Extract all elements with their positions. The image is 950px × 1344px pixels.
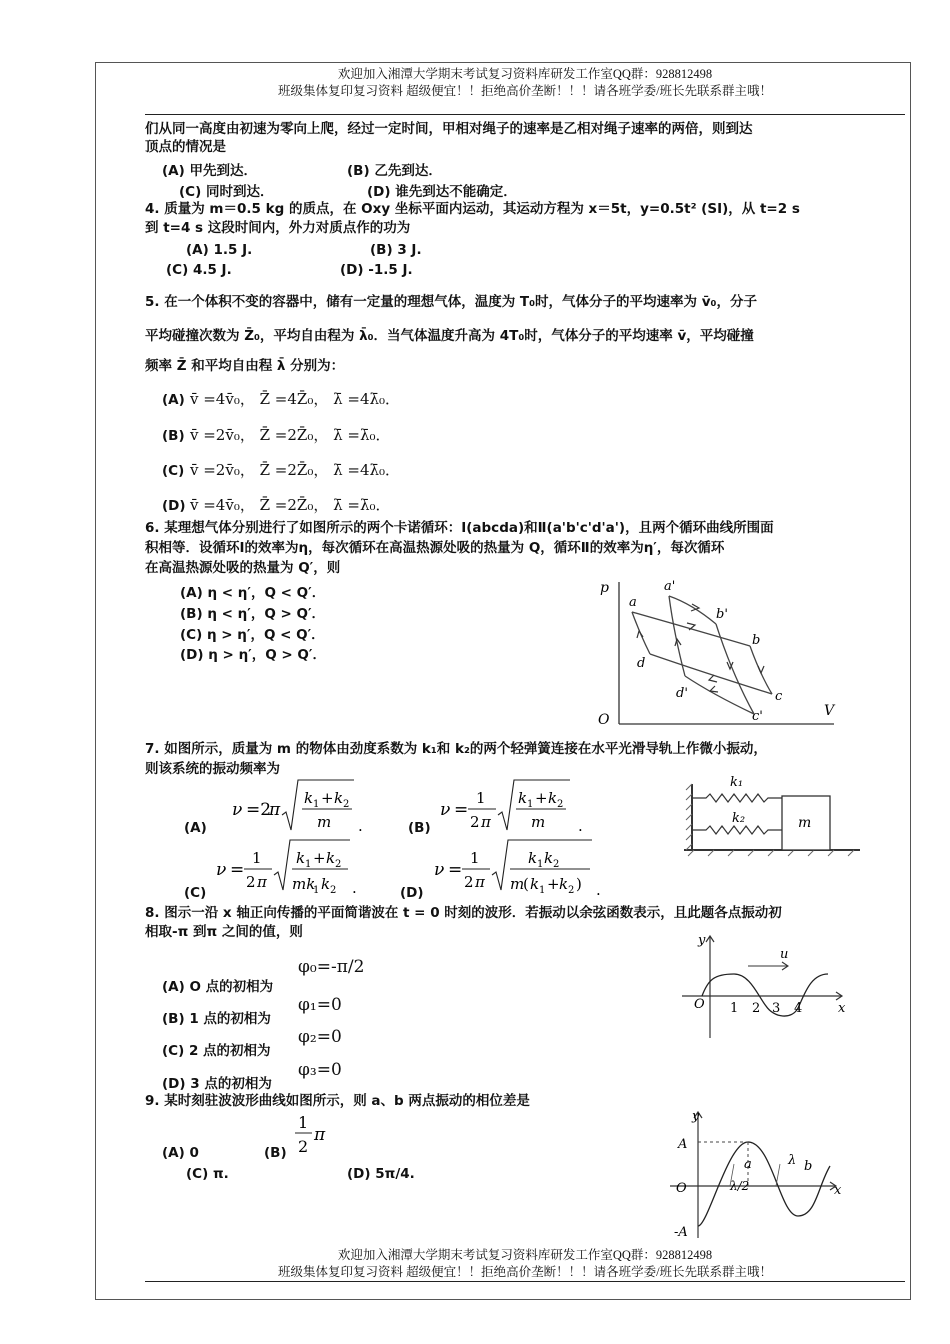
svg-text:+: +: [547, 875, 560, 893]
svg-text:m: m: [510, 875, 525, 893]
svg-text:1: 1: [537, 859, 544, 870]
q5-option-d-label: (D): [162, 498, 186, 514]
svg-text:k: k: [296, 849, 306, 867]
q7-formula-c: [212, 835, 362, 899]
q4-option-d: (D) -1.5 J.: [340, 262, 413, 278]
origin-label: O: [694, 997, 705, 1012]
point-2: 2: [752, 1001, 761, 1016]
svg-text:.: .: [358, 817, 363, 835]
svg-text:+: +: [321, 789, 334, 807]
footer-divider: [145, 1281, 905, 1282]
svg-text:1: 1: [476, 789, 486, 807]
svg-text:=: =: [454, 800, 469, 820]
u-label: u: [780, 947, 789, 962]
point-a: a: [744, 1157, 752, 1172]
q7-line-2: 则该系统的振动频率为: [145, 761, 280, 777]
standing-wave-curve: [698, 1142, 830, 1226]
traveling-wave-diagram: [680, 930, 852, 1042]
svg-text:2: 2: [335, 859, 342, 870]
p-axis-label: p: [600, 580, 609, 596]
svg-text:+: +: [313, 849, 326, 867]
q4-option-b: (B) 3 J.: [370, 242, 422, 258]
point-c: c: [775, 689, 783, 704]
svg-text:1: 1: [298, 1113, 309, 1132]
svg-text:2: 2: [343, 799, 350, 810]
svg-text:k: k: [334, 789, 344, 807]
q8-option-a: (A) O 点的初相为: [162, 979, 274, 995]
q9-line-1: 9. 某时刻驻波波形曲线如图所示，则 a、b 两点振动的相位差是: [145, 1093, 530, 1109]
svg-text:π: π: [481, 813, 491, 831]
q4-line-1: 4. 质量为 m＝0.5 kg 的质点，在 Oxy 坐标平面内运动，其运动方程为 x＝5t，y=0.5t² (SI)，从 t=2 s: [145, 201, 800, 217]
cycle-1-bc: [750, 646, 772, 694]
q7-formula-a: [228, 775, 388, 837]
q6-line-1: 6. 某理想气体分别进行了如图所示的两个卡诺循环：Ⅰ(abcda)和Ⅱ(a'b'c'd'a')，且两个循环曲线所围面: [145, 520, 774, 536]
q4-line-2: 到 t=4 s 这段时间内，外力对质点作的功为: [145, 220, 411, 236]
q4-option-a: (A) 1.5 J.: [186, 242, 253, 258]
point-b: b: [752, 633, 761, 648]
svg-text:k: k: [530, 875, 540, 893]
q6-option-d: (D) η > η′，Q > Q′．: [180, 647, 326, 663]
y-label: y: [698, 933, 706, 948]
q5-option-c-label: (C): [162, 463, 185, 479]
q7-option-b-label: (B): [408, 820, 431, 836]
svg-text:+: +: [535, 789, 548, 807]
origin-label: O: [676, 1181, 687, 1196]
svg-text:): ): [576, 875, 582, 893]
svg-text:ν: ν: [434, 860, 445, 880]
amplitude-label: A: [678, 1137, 688, 1152]
svg-text:=: =: [230, 860, 245, 880]
k2-label: k₂: [732, 811, 746, 826]
q9-option-b: (B): [264, 1145, 287, 1161]
q8-option-c: (C) 2 点的初相为: [162, 1043, 271, 1059]
q8-option-b: (B) 1 点的初相为: [162, 1011, 271, 1027]
point-b: b: [804, 1159, 813, 1174]
q6-option-a: (A) η < η′，Q < Q′．: [180, 585, 326, 601]
svg-text:mk: mk: [292, 875, 316, 893]
q3-line-2: 顶点的情况是: [145, 139, 226, 155]
wave-curve: [702, 974, 828, 1016]
svg-text:2: 2: [464, 873, 474, 891]
svg-text:k: k: [548, 789, 558, 807]
q7-line-1: 7. 如图所示，质量为 m 的物体由劲度系数为 k₁和 k₂的两个轻弹簧连接在水平光滑导轨上作微小振动，: [145, 741, 767, 757]
svg-text:.: .: [596, 881, 601, 899]
svg-text:2: 2: [553, 859, 560, 870]
q3-line-1: 们从同一高度由初速为零向上爬，经过一定时间，甲相对绳子的速率是乙相对绳子速率的两倍，则到达: [145, 121, 753, 137]
svg-text:1: 1: [470, 849, 480, 867]
q5-option-b-label: (B): [162, 428, 185, 444]
q3-option-a: (A) 甲先到达．: [162, 163, 257, 179]
q5-option-a: v̄ =4v̄₀， Z̄ =4Z̄₀， λ̄ =4λ̄₀．: [190, 390, 401, 408]
svg-text:k: k: [304, 789, 314, 807]
svg-text:2: 2: [330, 885, 337, 896]
svg-text:k: k: [528, 849, 538, 867]
svg-text:2: 2: [246, 873, 256, 891]
header-divider: [145, 114, 905, 115]
half-lambda-label: λ/2: [730, 1179, 750, 1193]
q7-formula-b: [438, 775, 598, 837]
q6-line-3: 在高温热源处吸的热量为 Q′，则: [145, 560, 341, 576]
point-b-prime: b': [716, 607, 728, 622]
q8-option-d: (D) 3 点的初相为: [162, 1076, 272, 1092]
point-d-prime: d': [676, 686, 688, 701]
q8-line-1: 8. 图示一沿 x 轴正向传播的平面简谐波在 t = 0 时刻的波形．若振动以余弦函数表示，且此题各点振动初: [145, 905, 782, 921]
spring-mass-diagram: [684, 770, 864, 858]
point-3: 3: [772, 1001, 781, 1016]
q7-formula-d: [430, 835, 606, 899]
q7-option-c-label: (C): [184, 885, 207, 901]
spring-k2: [692, 826, 790, 834]
mass-label: m: [798, 815, 812, 831]
origin-label: O: [598, 712, 610, 728]
x-label: x: [834, 1183, 842, 1198]
header-line-2: 班级集体复印复习资料 超级便宜！！拒绝高价垄断！！！请各班学委/班长先联系群主哦！: [277, 84, 773, 98]
q8-phase-1: φ₁=0: [298, 995, 342, 1015]
svg-text:ν: ν: [440, 800, 451, 820]
svg-text:k: k: [559, 875, 569, 893]
q5-option-c: v̄ =2v̄₀， Z̄ =2Z̄₀， λ̄ =4λ̄₀．: [190, 461, 401, 479]
q4-option-c: (C) 4.5 J.: [166, 262, 232, 278]
header-line-1: 欢迎加入湘潭大学期末考试复习资料库研发工作室QQ群：928812498: [337, 67, 713, 81]
x-label: x: [838, 1001, 846, 1016]
q3-option-b: (B) 乙先到达．: [347, 163, 442, 179]
neg-amplitude-label: -A: [674, 1225, 688, 1240]
point-c-prime: c': [752, 709, 763, 724]
q5-option-b: v̄ =2v̄₀， Z̄ =2Z̄₀， λ̄ =λ̄₀．: [190, 426, 391, 444]
q8-line-2: 相取-π 到π 之间的值，则: [145, 924, 303, 940]
spring-k1: [692, 794, 790, 802]
q3-option-d: (D) 谁先到达不能确定．: [367, 184, 517, 200]
q6-line-2: 积相等．设循环Ⅰ的效率为η，每次循环在高温热源处吸的热量为 Q，循环Ⅱ的效率为η′，每次循环: [145, 540, 725, 556]
svg-text:k: k: [326, 849, 336, 867]
svg-text:2: 2: [470, 813, 480, 831]
y-label: y: [692, 1109, 700, 1124]
svg-text:2: 2: [298, 1137, 309, 1156]
q5-line-2: 平均碰撞次数为 Z̄₀，平均自由程为 λ̄₀．当气体温度升高为 4T₀时，气体分子的平均速率 v̄，平均碰撞: [145, 328, 754, 344]
point-1: 1: [730, 1001, 739, 1016]
q9-option-a: (A) 0: [162, 1145, 199, 1161]
standing-wave-diagram: [668, 1106, 850, 1242]
svg-text:=: =: [448, 860, 463, 880]
svg-text:1: 1: [527, 799, 534, 810]
q5-line-1: 5. 在一个体积不变的容器中，储有一定量的理想气体，温度为 T₀时，气体分子的平均速率为 v̄₀，分子: [145, 294, 757, 310]
q5-line-3: 频率 Z̄ 和平均自由程 λ̄ 分别为：: [145, 358, 345, 374]
svg-text:k: k: [544, 849, 554, 867]
q8-phase-0: φ₀=-π/2: [298, 957, 365, 977]
point-d: d: [637, 656, 646, 671]
q9-option-c: (C) π.: [186, 1166, 229, 1182]
svg-text:m: m: [531, 813, 546, 831]
q5-option-d: v̄ =4v̄₀， Z̄ =2Z̄₀， λ̄ =λ̄₀．: [190, 496, 391, 514]
svg-text:ν: ν: [232, 800, 243, 820]
lambda-label: λ: [788, 1153, 797, 1168]
svg-text:(: (: [523, 875, 529, 893]
q5-option-a-label: (A): [162, 392, 185, 408]
footer-line-1: 欢迎加入湘潭大学期末考试复习资料库研发工作室QQ群：928812498: [337, 1248, 713, 1262]
footer-line-2: 班级集体复印复习资料 超级便宜！！拒绝高价垄断！！！请各班学委/班长先联系群主哦！: [277, 1265, 773, 1279]
svg-text:π: π: [314, 1125, 326, 1145]
carnot-cycle-diagram: [592, 574, 842, 732]
svg-text:π: π: [257, 873, 267, 891]
svg-text:1: 1: [305, 859, 312, 870]
svg-text:2: 2: [557, 799, 564, 810]
q9-half-pi: [292, 1110, 332, 1158]
q6-option-b: (B) η < η′，Q > Q′．: [180, 606, 326, 622]
svg-text:1: 1: [252, 849, 262, 867]
svg-text:2: 2: [568, 885, 575, 896]
svg-text:=2: =2: [246, 800, 272, 820]
q7-option-d-label: (D): [400, 885, 424, 901]
cycle-2-da: [669, 596, 685, 676]
k1-label: k₁: [730, 775, 744, 790]
svg-text:π: π: [269, 800, 281, 820]
q6-option-c: (C) η > η′，Q < Q′．: [180, 627, 325, 643]
q8-phase-3: φ₃=0: [298, 1060, 342, 1080]
q8-phase-2: φ₂=0: [298, 1027, 342, 1047]
q7-option-a-label: (A): [184, 820, 207, 836]
point-a: a: [629, 595, 637, 610]
svg-text:.: .: [352, 879, 357, 897]
q9-option-d: (D) 5π/4.: [347, 1166, 415, 1182]
svg-text:ν: ν: [216, 860, 227, 880]
q3-option-c: (C) 同时到达．: [179, 184, 274, 200]
point-4: 4: [794, 1001, 803, 1016]
svg-text:k: k: [518, 789, 528, 807]
svg-text:1: 1: [313, 799, 320, 810]
svg-text:m: m: [317, 813, 332, 831]
cycle-1-cd: [650, 654, 772, 694]
svg-text:k: k: [321, 875, 331, 893]
svg-text:.: .: [578, 817, 583, 835]
point-a-prime: a': [664, 579, 676, 594]
v-axis-label: V: [824, 703, 835, 719]
svg-text:1: 1: [313, 885, 320, 896]
svg-text:π: π: [475, 873, 485, 891]
svg-text:1: 1: [539, 885, 546, 896]
